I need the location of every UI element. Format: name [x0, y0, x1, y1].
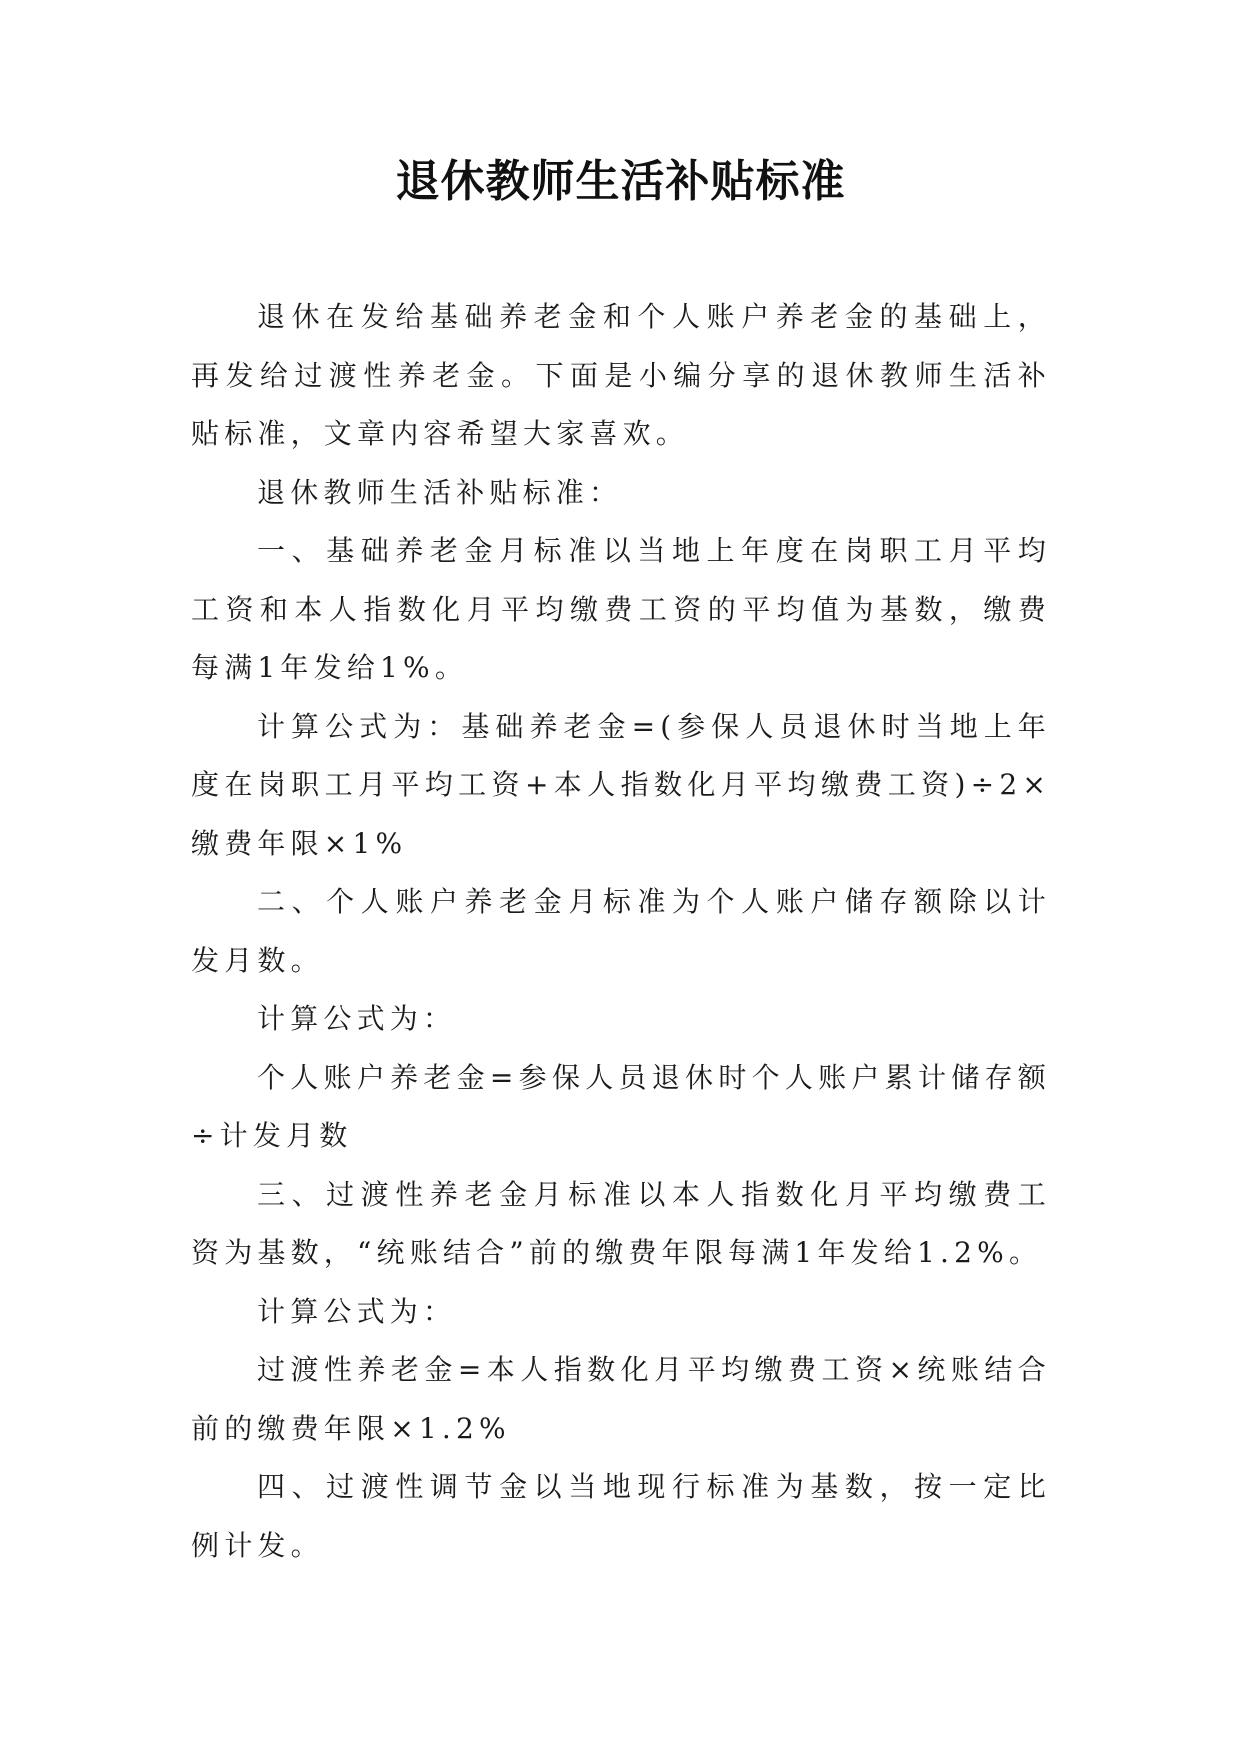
paragraph-intro: 退休在发给基础养老金和个人账户养老金的基础上，再发给过渡性养老金。下面是小编分享的退休教师生活补贴标准，文章内容希望大家喜欢。 — [191, 300, 1051, 450]
paragraph-formula-3: 过渡性养老金=本人指数化月平均缴费工资×统账结合前的缴费年限×1.2% — [191, 1353, 1051, 1445]
paragraph-formula-2: 个人账户养老金=参保人员退休时个人账户累计储存额÷计发月数 — [191, 1060, 1051, 1152]
paragraph-item-3: 三、过渡性养老金月标准以本人指数化月平均缴费工资为基数，“统账结合”前的缴费年限每满1年发给1.2%。 — [191, 1177, 1051, 1269]
paragraph-formula-label-2: 计算公式为： — [257, 1002, 457, 1035]
paragraph-formula-1: 计算公式为：基础养老金=(参保人员退休时当地上年度在岗职工月平均工资+本人指数化月平均缴费工资)÷2×缴费年限×1% — [191, 709, 1051, 860]
paragraph-formula-label-3: 计算公式为： — [257, 1294, 457, 1328]
paragraph-item-2: 二、个人账户养老金月标准为个人账户储存额除以计发月数。 — [191, 885, 1051, 977]
document-body — [191, 288, 1051, 1575]
paragraph-item-1: 一、基础养老金月标准以当地上年度在岗职工月平均工资和本人指数化月平均缴费工资的平均值为基数，缴费每满1年发给1%。 — [191, 534, 1051, 684]
document-title: 退休教师生活补贴标准 — [395, 156, 846, 207]
paragraph-heading: 退休教师生活补贴标准： — [257, 475, 623, 509]
paragraph-item-4: 四、过渡性调节金以当地现行标准为基数，按一定比例计发。 — [191, 1470, 1051, 1562]
